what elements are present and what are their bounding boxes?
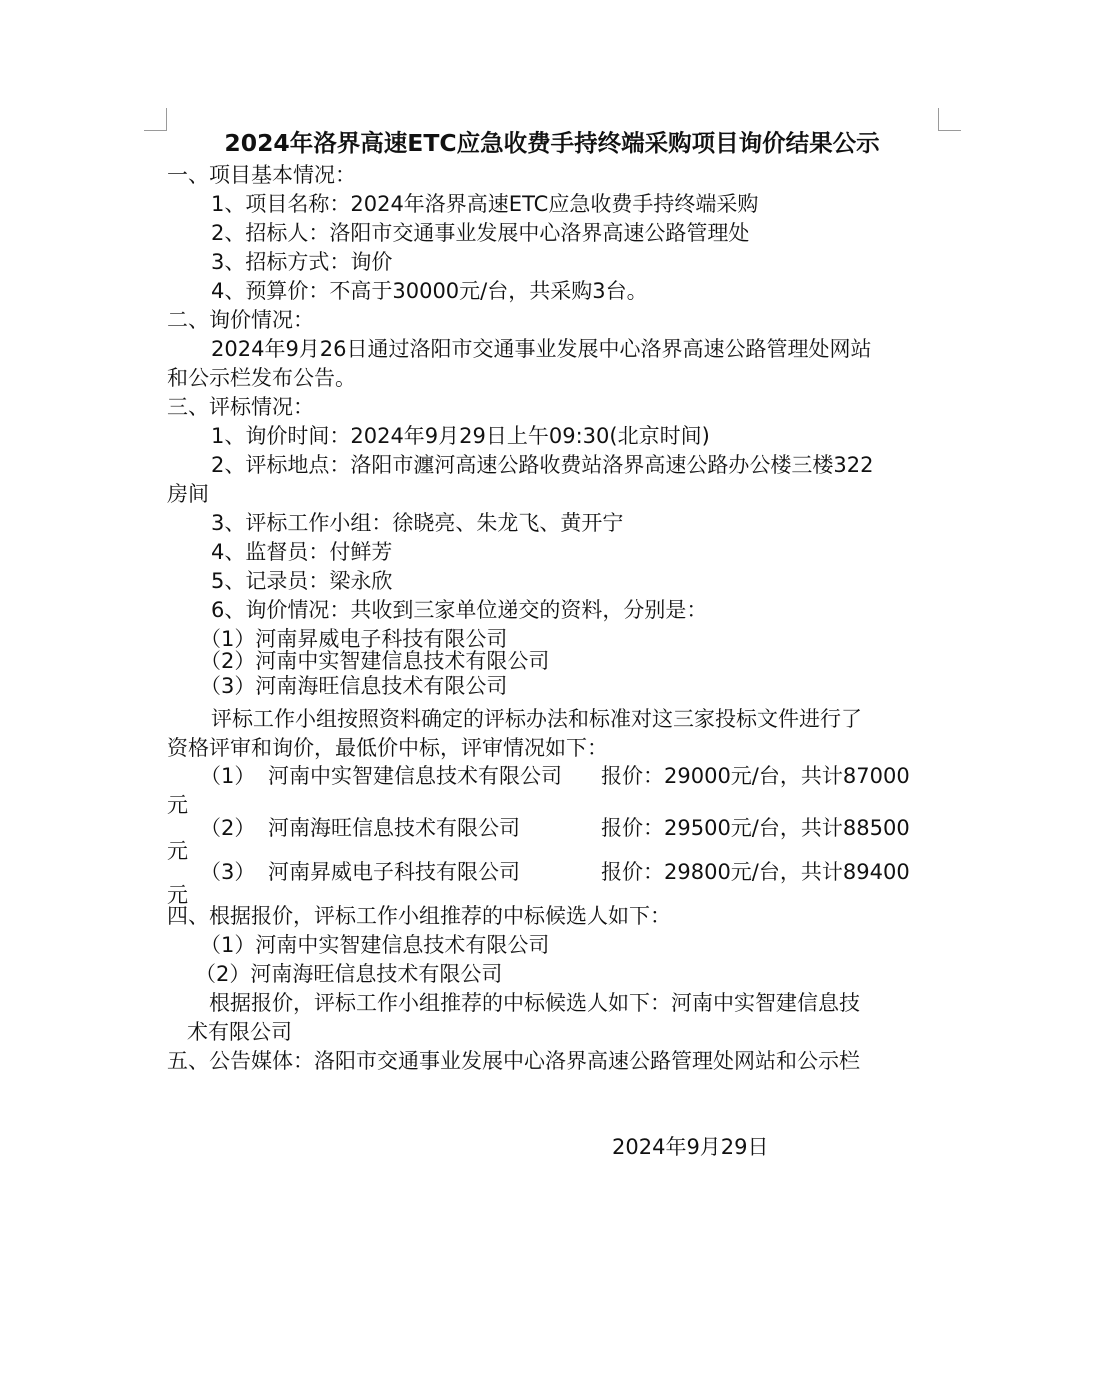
company-list-item: （3）河南海旺信息技术有限公司 [200, 674, 508, 698]
announcement-line1: 2024年9月26日通过洛阳市交通事业发展中心洛界高速公路管理处网站 [211, 337, 872, 361]
publication-media: 五、公告媒体：洛阳市交通事业发展中心洛界高速公路管理处网站和公示栏 [167, 1049, 860, 1073]
bid-price: 报价：29800元/台，共计89400 [601, 860, 910, 884]
document-date: 2024年9月29日 [612, 1135, 769, 1159]
company-list-item: （2）河南中实智建信息技术有限公司 [200, 649, 550, 673]
bid-company: 河南昇威电子科技有限公司 [268, 860, 520, 884]
inquiry-time: 1、询价时间：2024年9月29日上午09:30(北京时间) [211, 424, 710, 448]
bid-number: （1） [200, 764, 256, 788]
conclusion-line1: 根据报价，评标工作小组推荐的中标候选人如下：河南中实智建信息技 [209, 991, 860, 1015]
candidate-item: （2）河南海旺信息技术有限公司 [195, 962, 503, 986]
review-line2: 资格评审和询价，最低价中标，评审情况如下： [167, 736, 608, 760]
bid-company: 河南中实智建信息技术有限公司 [268, 764, 562, 788]
bid-number: （3） [200, 860, 256, 884]
section3-heading: 三、评标情况： [167, 395, 314, 419]
bid-price: 报价：29000元/台，共计87000 [601, 764, 910, 788]
evaluation-place-line2: 房间 [167, 482, 209, 506]
bid-number: （2） [200, 816, 256, 840]
bid-company: 河南海旺信息技术有限公司 [268, 816, 520, 840]
budget-price: 4、预算价：不高于30000元/台，共采购3台。 [211, 279, 648, 303]
section2-heading: 二、询价情况： [167, 308, 314, 332]
tender-method: 3、招标方式：询价 [211, 250, 393, 274]
section1-heading: 一、项目基本情况： [167, 163, 356, 187]
document-title: 2024年洛界高速ETC应急收费手持终端采购项目询价结果公示 [224, 129, 880, 157]
project-name: 1、项目名称：2024年洛界高速ETC应急收费手持终端采购 [211, 192, 759, 216]
tenderer: 2、招标人：洛阳市交通事业发展中心洛界高速公路管理处 [211, 221, 750, 245]
conclusion-line2: 术有限公司 [187, 1020, 292, 1044]
evaluation-place-line1: 2、评标地点：洛阳市瀍河高速公路收费站洛界高速公路办公楼三楼322 [211, 453, 874, 477]
review-line1: 评标工作小组按照资料确定的评标办法和标准对这三家投标文件进行了 [211, 707, 862, 731]
bid-unit: 元 [167, 793, 188, 817]
supervisor: 4、监督员：付鲜芳 [211, 540, 393, 564]
company-list-item: （1）河南昇威电子科技有限公司 [200, 627, 508, 651]
inquiry-situation: 6、询价情况：共收到三家单位递交的资料，分别是： [211, 598, 708, 622]
announcement-line2: 和公示栏发布公告。 [167, 366, 356, 390]
recorder: 5、记录员：梁永欣 [211, 569, 393, 593]
evaluation-group: 3、评标工作小组：徐晓亮、朱龙飞、黄开宁 [211, 511, 624, 535]
bid-unit: 元 [167, 839, 188, 863]
bid-unit: 元 [167, 883, 188, 907]
section4-heading: 四、根据报价，评标工作小组推荐的中标候选人如下： [167, 904, 671, 928]
bid-price: 报价：29500元/台，共计88500 [601, 816, 910, 840]
candidate-item: （1）河南中实智建信息技术有限公司 [200, 933, 550, 957]
